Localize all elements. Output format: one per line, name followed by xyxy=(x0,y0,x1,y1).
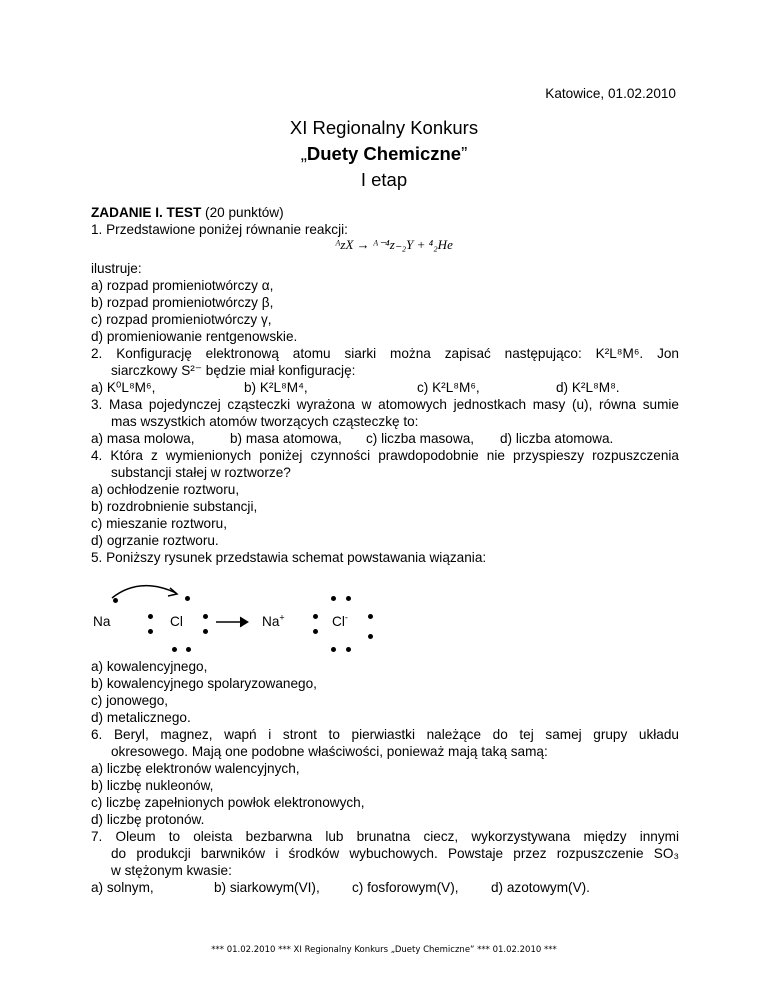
cl-electron-dot xyxy=(203,629,208,634)
q2-option-c: c) K²L⁸M⁶, xyxy=(417,380,480,395)
q3-option-d: d) liczba atomowa. xyxy=(500,431,614,446)
document-title xyxy=(0,115,768,193)
cl-electron-dot xyxy=(185,596,190,601)
na-atom-label: Na xyxy=(93,614,111,629)
q6-option-d: d) liczbę protonów. xyxy=(91,812,205,827)
question-3: 3. Masa pojedynczej cząsteczki wyrażona w atomowych jednostkach masy (u), równa sumie xyxy=(91,397,679,412)
q2-option-b: b) K²L⁸M⁴, xyxy=(244,380,308,395)
q6-option-b: b) liczbę nukleonów, xyxy=(91,778,214,793)
question-7: 7. Oleum to oleista bezbarwna lub brunatna ciecz, wykorzystywana między innymi xyxy=(91,829,679,844)
cl-ion-electron-dot xyxy=(346,596,351,601)
q4-option-c: c) mieszanie roztworu, xyxy=(91,516,227,531)
q3-option-b: b) masa atomowa, xyxy=(230,431,342,446)
cl-ion-electron-dot xyxy=(313,629,318,634)
q5-option-c: c) jonowego, xyxy=(91,693,169,708)
q5-option-b: b) kowalencyjnego spolaryzowanego, xyxy=(91,676,317,691)
q6-option-c: c) liczbę zapełnionych powłok elektronowych, xyxy=(91,795,365,810)
cl-ion-electron-dot xyxy=(346,647,351,652)
q1-option-b: b) rozpad promieniotwórczy β, xyxy=(91,295,274,310)
q6-option-a: a) liczbę elektronów walencyjnych, xyxy=(91,761,300,776)
cl-atom-label: Cl xyxy=(170,614,183,629)
na-electron-dot xyxy=(113,598,118,603)
q7-option-c: c) fosforowym(V), xyxy=(352,880,459,895)
q1-intro: ilustruje: xyxy=(91,261,142,276)
question-6: 6. Beryl, magnez, wapń i stront to pierwiastki należące do tej samej grupy układu xyxy=(91,727,679,742)
q3-option-c: c) liczba masowa, xyxy=(366,431,475,446)
q1-option-d: d) promieniowanie rentgenowskie. xyxy=(91,329,298,344)
cl-ion-label: Cl- xyxy=(332,612,348,629)
cl-ion-electron-dot xyxy=(313,614,318,619)
cl-ion-electron-dot xyxy=(368,614,373,619)
cl-ion-electron-dot xyxy=(331,647,336,652)
cl-electron-dot xyxy=(203,614,208,619)
q7-option-d: d) azotowym(V). xyxy=(491,880,590,895)
question-2: 2. Konfigurację elektronową atomu siarki można zapisać następująco: K²L⁸M⁶. Jon xyxy=(91,346,679,361)
title-line-2: „Duety Chemiczne” xyxy=(300,143,468,164)
na-ion-label: Na+ xyxy=(262,612,285,629)
q1-option-a: a) rozpad promieniotwórczy α, xyxy=(91,278,274,293)
cl-electron-dot xyxy=(186,647,191,652)
section-heading: ZADANIE I. TEST (20 punktów) xyxy=(91,205,284,220)
page-footer: *** 01.02.2010 *** XI Regionalny Konkurs „Duety Chemiczne” *** 01.02.2010 *** xyxy=(211,945,557,955)
question-5: 5. Poniższy rysunek przedstawia schemat powstawania wiązania: xyxy=(91,550,487,565)
cl-ion-electron-dot xyxy=(368,634,373,639)
q5-option-a: a) kowalencyjnego, xyxy=(91,659,208,674)
cl-electron-dot xyxy=(148,614,153,619)
question-4-cont: substancji stałej w roztworze? xyxy=(111,465,291,480)
q2-option-a: a) K⁰L⁸M⁶, xyxy=(91,380,156,395)
q4-option-b: b) rozdrobnienie substancji, xyxy=(91,499,258,514)
question-3-cont: mas wszystkich atomów tworzących cząsteczkę to: xyxy=(111,414,419,429)
q7-option-a: a) solnym, xyxy=(91,880,154,895)
q1-option-c: c) rozpad promieniotwórczy γ, xyxy=(91,312,272,327)
title-line-1: XI Regionalny Konkurs xyxy=(289,117,479,138)
document-date: Katowice, 01.02.2010 xyxy=(545,86,676,101)
cl-electron-dot xyxy=(172,647,177,652)
question-6-cont: okresowego. Mają one podobne właściwości, ponieważ mają taką samą: xyxy=(111,744,548,759)
question-7-cont: do produkcji barwników i środków wybuchowych. Powstaje przez rozpuszczenie SO₃ xyxy=(111,846,679,861)
reaction-equation: ᴬzX → ᴬ⁻⁴z₋₂Y + ⁴₂He xyxy=(335,237,453,252)
title-line-3: I etap xyxy=(360,169,408,190)
cl-electron-dot xyxy=(148,629,153,634)
question-7-cont-2: w stężonym kwasie: xyxy=(111,863,232,878)
question-4: 4. Która z wymienionych poniżej czynności prawdopodobnie nie przyspieszy rozpuszczenia xyxy=(91,448,679,463)
q2-option-d: d) K²L⁸M⁸. xyxy=(556,380,620,395)
q3-option-a: a) masa molowa, xyxy=(91,431,195,446)
cl-ion-electron-dot xyxy=(331,596,336,601)
question-2-cont: siarczkowy S²⁻ będzie miał konfigurację: xyxy=(111,363,356,378)
q4-option-d: d) ogrzanie roztworu. xyxy=(91,533,219,548)
q4-option-a: a) ochłodzenie roztworu, xyxy=(91,482,240,497)
question-1: 1. Przedstawione poniżej równanie reakcji: xyxy=(91,222,348,237)
q5-option-d: d) metalicznego. xyxy=(91,710,191,725)
q7-option-b: b) siarkowym(VI), xyxy=(214,880,320,895)
